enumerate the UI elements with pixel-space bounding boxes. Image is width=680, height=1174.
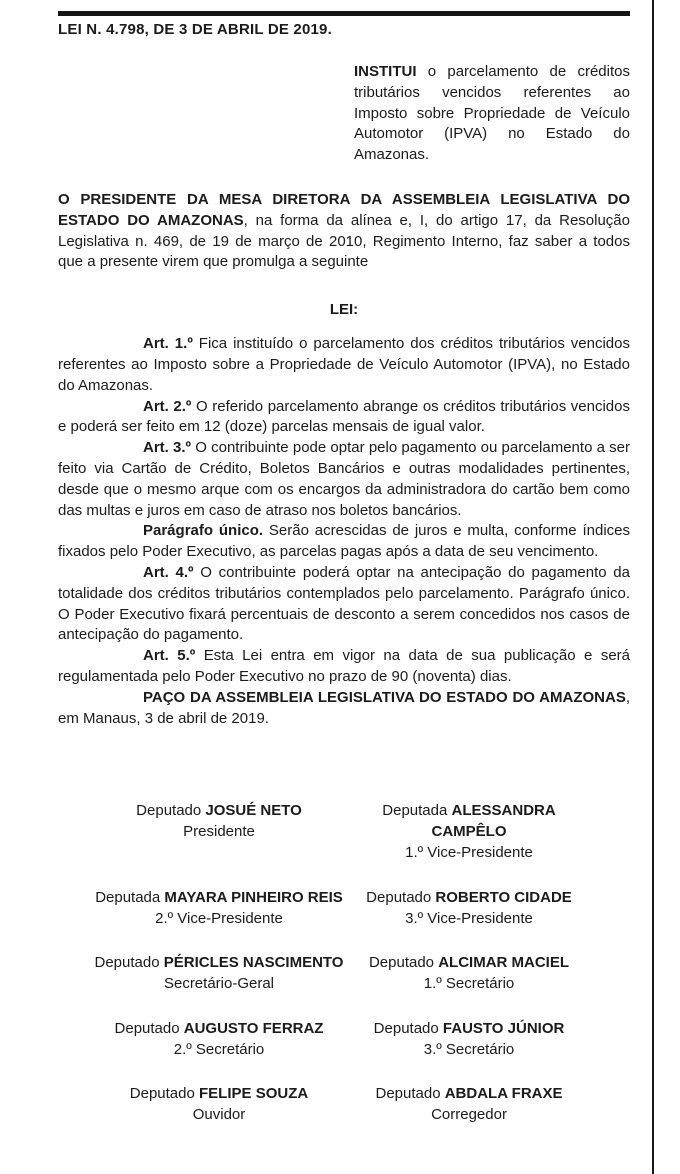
article-1-lead: Art. 1.º	[143, 335, 193, 353]
signatory-name-line	[94, 801, 344, 822]
signatory-name: JOSUÉ NETO	[205, 802, 302, 820]
epigraph-block	[354, 62, 630, 166]
article-3-text: O contribuinte pode optar pelo pagamento ou parcelamento a ser feito via Cartão de Crédito, Boletos Bancários e outras modalidades pertinentes, desde que o mesmo arque com os encargos da administradora do cartão bem como das multas e juros em caso de atraso nos boletos bancários.	[58, 439, 630, 519]
article-4-text: O contribuinte poderá optar na antecipação do pagamento da totalidade dos créditos tributários contemplados pelo parcelamento. Parágrafo único. O Poder Executivo fixará percentuais de desconto a serem concedidos nos casos de antecipação do pagamento.	[58, 563, 630, 644]
signatory-josue-neto	[94, 801, 344, 863]
section-heading-lei: LEI:	[329, 301, 359, 319]
signatory-role: Secretário-Geral	[163, 975, 275, 993]
article-1-text: Fica instituído o parcelamento dos créditos tributários vencidos referentes ao Imposto sobre a Propriedade de Veículo Automotor (IPVA), no Estado do Amazonas.	[58, 335, 630, 394]
signatory-prefix: Deputado	[114, 1019, 180, 1037]
article-2	[58, 397, 630, 439]
signatory-name: FAUSTO JÚNIOR	[442, 1019, 565, 1037]
signatory-felipe-souza	[94, 1084, 344, 1126]
signatory-prefix: Deputado	[94, 954, 160, 972]
sole-paragraph-lead: Parágrafo único.	[143, 522, 264, 540]
signatory-pericles-nascimento	[94, 953, 344, 995]
article-1	[58, 334, 630, 396]
signatory-name-line	[344, 1084, 594, 1105]
article-5-text: Esta Lei entra em vigor na data de sua publicação e será regulamentada pelo Poder Executivo no prazo de 90 (noventa) dias.	[58, 647, 630, 685]
enactment-text: , em Manaus, 3 de abril de 2019.	[58, 688, 630, 727]
enactment-clause	[58, 688, 630, 730]
title-top-rule	[58, 11, 630, 16]
signatory-prefix: Deputado	[129, 1085, 195, 1103]
signatory-prefix: Deputado	[375, 1085, 441, 1103]
signatory-role: 3.º Secretário	[423, 1040, 515, 1058]
signatory-roberto-cidade	[344, 888, 594, 930]
signatory-name-line	[344, 801, 594, 843]
signatory-prefix: Deputado	[366, 888, 432, 906]
signatory-role: Ouvidor	[192, 1106, 246, 1124]
signatory-alessandra-campelo	[344, 801, 594, 863]
signatory-role: Corregedor	[431, 1106, 507, 1124]
signatory-abdala-fraxe	[344, 1084, 594, 1126]
signatory-role: 2.º Secretário	[173, 1040, 265, 1058]
signatory-alcimar-maciel	[344, 953, 594, 995]
signatory-name-line	[94, 1084, 344, 1105]
article-2-lead: Art. 2.º	[143, 397, 192, 415]
signatory-name-line	[94, 1019, 344, 1040]
signatory-prefix: Deputado	[368, 954, 435, 972]
epigraph-text: o parcelamento de créditos tributários vencidos referentes ao Imposto sobre Propriedade de Veículo Automotor (IPVA) no Estado do Amazonas.	[354, 63, 630, 164]
signatory-prefix: Deputada	[95, 888, 161, 906]
page-right-border-line	[652, 0, 654, 1174]
signatory-name: ALCIMAR MACIEL	[438, 954, 570, 972]
signatory-name: ALESSANDRA CAMPÊLO	[431, 802, 556, 841]
signatory-fausto-junior	[344, 1019, 594, 1061]
preamble-paragraph	[58, 190, 630, 273]
signatory-name: PÉRICLES NASCIMENTO	[163, 954, 344, 972]
document-page	[58, 11, 630, 1126]
signatory-mayara-pinheiro-reis	[94, 888, 344, 930]
signatory-role: 1.º Secretário	[423, 975, 515, 993]
enactment-lead: PAÇO DA ASSEMBLEIA LEGISLATIVA DO ESTADO DO AMAZONAS	[143, 688, 626, 706]
signatory-prefix: Deputada	[382, 802, 448, 820]
signatory-name: ABDALA FRAXE	[444, 1085, 563, 1103]
signatory-name: FELIPE SOUZA	[199, 1085, 309, 1103]
article-3-sole-paragraph	[58, 521, 630, 563]
signatory-name: MAYARA PINHEIRO REIS	[164, 888, 343, 906]
article-4-lead: Art. 4.º	[143, 563, 194, 581]
signatures-grid	[94, 801, 594, 1126]
sole-paragraph-text: Serão acrescidas de juros e multa, conforme índices fixados pelo Poder Executivo, as parcelas pagas após a data de seu vencimento.	[58, 522, 630, 561]
signatory-name-line	[344, 953, 594, 974]
signatory-augusto-ferraz	[94, 1019, 344, 1061]
signatory-role: Presidente	[183, 823, 255, 841]
signatory-prefix: Deputado	[373, 1019, 439, 1037]
signatory-prefix: Deputado	[136, 802, 202, 820]
signatory-name: ROBERTO CIDADE	[435, 888, 572, 906]
signatory-name-line	[94, 888, 344, 909]
signatory-name: AUGUSTO FERRAZ	[183, 1019, 324, 1037]
articles-body	[58, 334, 630, 729]
article-5-lead: Art. 5.º	[143, 647, 196, 665]
epigraph-lead: INSTITUI	[354, 63, 417, 80]
signatory-name-line	[344, 888, 594, 909]
law-title: LEI N. 4.798, DE 3 DE ABRIL DE 2019.	[58, 21, 332, 38]
article-5	[58, 646, 630, 688]
signatory-role: 3.º Vice-Presidente	[405, 909, 533, 927]
article-3	[58, 438, 630, 521]
signatory-role: 1.º Vice-Presidente	[405, 843, 533, 861]
signatory-name-line	[344, 1019, 594, 1040]
article-4	[58, 563, 630, 646]
preamble-lead: O PRESIDENTE DA MESA DIRETORA DA ASSEMBLEIA LEGISLATIVA DO ESTADO DO AMAZONAS	[58, 190, 630, 229]
signatory-role: 2.º Vice-Presidente	[155, 909, 283, 927]
article-3-lead: Art. 3.º	[143, 439, 192, 457]
signatory-name-line	[94, 953, 344, 974]
preamble-text: , na forma da alínea e, I, do artigo 17, da Resolução Legislativa n. 469, de 19 de março de 2010, Regimento Interno, faz saber a todos que a presente virem que promulga a seguinte	[58, 211, 630, 271]
article-2-text: O referido parcelamento abrange os créditos tributários vencidos e poderá ser feito em 12 (doze) parcelas mensais de igual valor.	[58, 397, 630, 436]
